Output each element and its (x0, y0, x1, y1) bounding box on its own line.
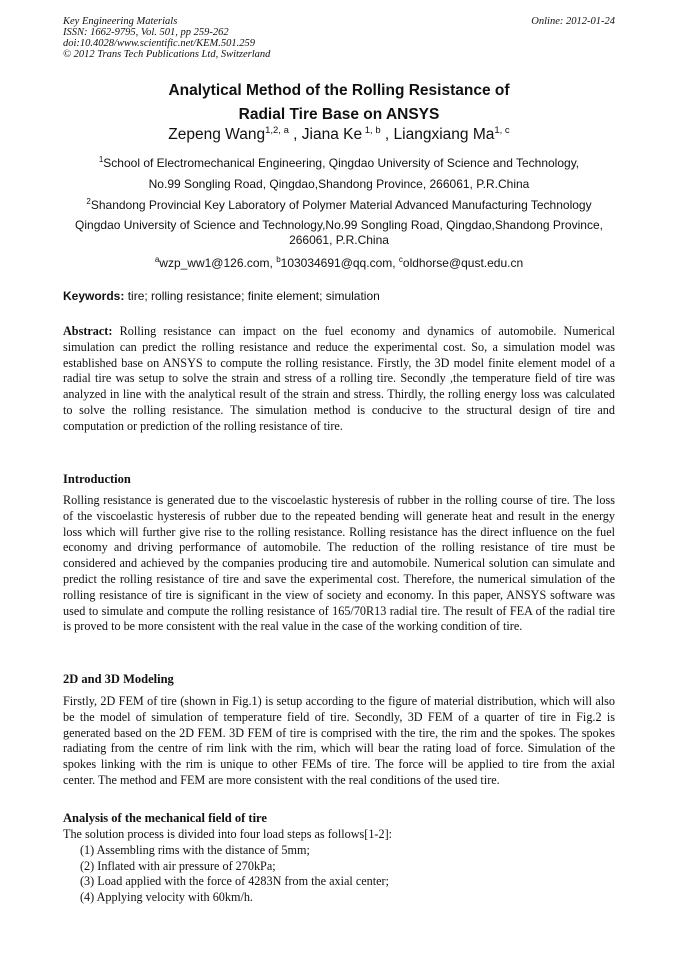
email-c[interactable]: oldhorse@qust.edu.cn (402, 256, 524, 270)
author-list (40, 126, 638, 144)
list-item: (4) Applying velocity with 60km/h. (80, 889, 253, 904)
keywords (63, 289, 615, 303)
publication-meta (63, 16, 615, 60)
author-separator: , (288, 126, 302, 143)
email-c-mark: c (398, 255, 403, 264)
author-affiliation-mark: 1,2, a (265, 124, 289, 136)
modeling-text: Firstly, 2D FEM of tire (shown in Fig.1) is setup according to the figure of material distribution, which will also be the model of simulation of temperature field of tire. Secondly, 3D FEM of a quarter of tire in Fig.2 is generated based on the 2D FEM. 3D FEM of tire is comprised with the tire, the rim and the spokes. The spokes radiating from the centre of rim link with the rim, which will bear the rating load of force. Simulation of the spokes linking with the rim is unique to other FEMs of tire. The force will be applied to tire from the axial center. The method and FEM are more consistent with the real conditions of the used tire. (63, 694, 615, 787)
affiliation-2-line-1: Shandong Provincial Key Laboratory of Polymer Material Advanced Manufacturing Technology (90, 198, 592, 212)
email-line (58, 255, 620, 272)
online-date: Online: 2012-01-24 (531, 16, 615, 27)
journal-name: Key Engineering Materials (63, 16, 178, 27)
email-b-mark: b (276, 255, 281, 264)
mechanical-intro: The solution process is divided into four load steps as follows[1-2]: (63, 827, 393, 841)
email-b[interactable]: 103034691@qq.com, (280, 256, 399, 270)
issn-line: ISSN: 1662-9795, Vol. 501, pp 259-262 (63, 27, 229, 38)
affiliation-1 (58, 155, 620, 193)
abstract-label: Abstract: (63, 324, 113, 338)
paper-title-line-1: Analytical Method of the Rolling Resistance of (168, 82, 510, 99)
list-item: (1) Assembling rims with the distance of 5mm; (80, 843, 310, 857)
keywords-label: Keywords: (63, 289, 125, 303)
modeling-heading: 2D and 3D Modeling (63, 672, 174, 686)
affiliation-2 (58, 197, 620, 248)
author-name: Jiana Ke (301, 126, 363, 143)
keywords-text: tire; rolling resistance; finite element; simulation (124, 289, 380, 303)
introduction-heading: Introduction (63, 472, 131, 486)
copyright-line: © 2012 Trans Tech Publications Ltd, Switzerland (63, 49, 271, 60)
email-a[interactable]: wzp_ww1@126.com, (159, 256, 277, 270)
affiliation-1-mark: 1 (98, 155, 104, 164)
author-name: Zepeng Wang (168, 126, 266, 143)
mechanical-heading: Analysis of the mechanical field of tire (63, 811, 267, 825)
affiliation-2-line-2: Qingdao University of Science and Technology,No.99 Songling Road, Qingdao,Shandong Province, 266061, P.R.China (75, 218, 603, 247)
affiliation-1-line-1: School of Electromechanical Engineering, Qingdao University of Science and Technology, (103, 156, 580, 170)
author-separator: , (380, 126, 394, 143)
abstract (63, 324, 615, 435)
email-a-mark: a (154, 255, 160, 264)
author-name: Liangxiang Ma (393, 126, 495, 143)
affiliation-2-mark: 2 (86, 197, 91, 206)
paper-title-line-2: Radial Tire Base on ANSYS (238, 106, 440, 123)
author-affiliation-mark: 1, c (494, 124, 510, 136)
affiliation-1-line-2: No.99 Songling Road, Qingdao,Shandong Province, 266061, P.R.China (148, 177, 530, 191)
introduction-text: Rolling resistance is generated due to the viscoelastic hysteresis of rubber in the rolling course of tire. The loss of the viscoelastic hysteresis of rubber due to the repeated bending will generate heat and result in the energy loss which will further give rise to the rolling resistance. Rolling resistance has the direct influence on the fuel economy and driving performance of automobile. The reduction of the rolling resistance of tire must be considered and achieved by the companies producing tire and automobile. Numerical solution can simulate and predict the rolling resistance of tire and save the experimental cost. Therefore, the numerical simulation of the rolling resistance of tire is significant in the view of society and economy. In this paper, ANSYS software was used to simulate and compute the rolling resistance of 165/70R13 radial tire. The result of FEA of the radial tire is proved to be more consistent with the real value in the case of the working condition of tire. (63, 493, 615, 634)
abstract-text: Rolling resistance can impact on the fuel economy and dynamics of automobile. Numerical simulation can predict the rolling resistance and reduce the experimental cost. So, a simulation model was established base on ANSYS to compute the rolling resistance. Firstly, the 3D model finite element model of a radial tire was setup to solve the strain and stress of a rolling tire. Secondly ,the temperature field of tire was analyzed in line with the analytical result of the strain and stress. Thirdly, the rolling energy loss was calculated to solve the rolling resistance. The simulation method is conducive to the structural design of tire and computation or prediction of the rolling resistance of tire. (63, 324, 615, 433)
list-item: (2) Inflated with air pressure of 270kPa; (80, 858, 276, 873)
list-item: (3) Load applied with the force of 4283N from the axial center; (80, 874, 389, 888)
load-step-list (80, 843, 610, 905)
author-affiliation-mark: 1, b (362, 124, 381, 136)
doi-line: doi:10.4028/www.scientific.net/KEM.501.259 (63, 38, 255, 49)
